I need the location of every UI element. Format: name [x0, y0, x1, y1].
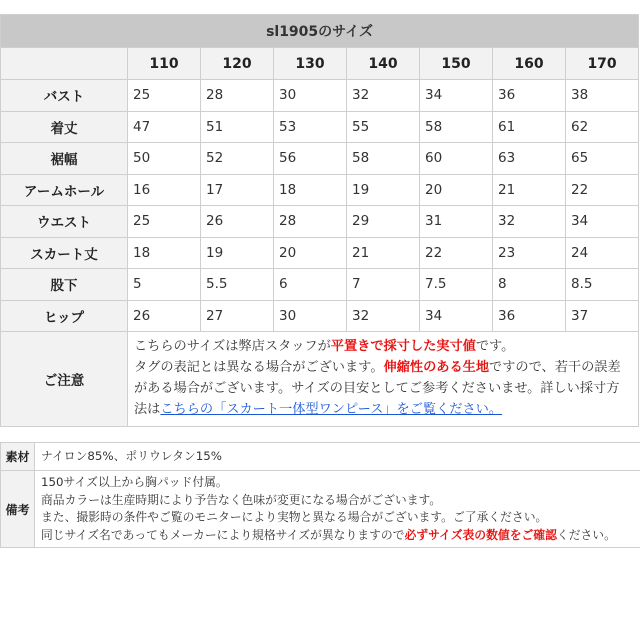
- measurement-value: 22: [420, 237, 493, 269]
- measurement-value: 65: [566, 143, 639, 175]
- measurement-value: 50: [128, 143, 201, 175]
- measurement-value: 32: [347, 300, 420, 332]
- size-table-title-row: [1, 15, 639, 48]
- measurement-value: 60: [420, 143, 493, 175]
- measurement-value: 51: [201, 111, 274, 143]
- measurement-value: 32: [493, 206, 566, 238]
- measurement-value: 5.5: [201, 269, 274, 301]
- measurement-value: 22: [566, 174, 639, 206]
- measurement-label: アームホール: [1, 174, 128, 206]
- size-header: 140: [347, 48, 420, 80]
- remarks-row: [1, 471, 640, 548]
- measurement-method-link[interactable]: こちらの「スカート一体型ワンピース」をご覧ください。: [160, 402, 503, 417]
- measurement-value: 28: [201, 80, 274, 112]
- note-highlight: 平置きで採寸した実寸値: [330, 339, 476, 354]
- size-header: 110: [128, 48, 201, 80]
- measurement-value: 55: [347, 111, 420, 143]
- measurement-value: 26: [128, 300, 201, 332]
- measurement-value: 28: [274, 206, 347, 238]
- measurement-value: 61: [493, 111, 566, 143]
- measurement-label: ウエスト: [1, 206, 128, 238]
- measurement-value: 63: [493, 143, 566, 175]
- remarks-text: [35, 471, 640, 548]
- measurement-value: 16: [128, 174, 201, 206]
- measurement-value: 7.5: [420, 269, 493, 301]
- measurement-value: 25: [128, 206, 201, 238]
- size-header: 150: [420, 48, 493, 80]
- measurement-value: 58: [420, 111, 493, 143]
- note-text-post: です。: [475, 339, 515, 354]
- measurement-value: 34: [420, 80, 493, 112]
- measurement-label: ヒップ: [1, 300, 128, 332]
- measurement-value: 36: [493, 80, 566, 112]
- material-row: [1, 443, 640, 471]
- measurement-row: [1, 174, 639, 206]
- size-header: 170: [566, 48, 639, 80]
- measurement-label: バスト: [1, 80, 128, 112]
- measurement-value: 17: [201, 174, 274, 206]
- measurement-value: 19: [347, 174, 420, 206]
- remarks-last-post: ください。: [556, 527, 616, 542]
- size-table: [0, 14, 639, 427]
- measurement-value: 52: [201, 143, 274, 175]
- measurement-value: 8.5: [566, 269, 639, 301]
- size-header: 130: [274, 48, 347, 80]
- note-label: ご注意: [1, 332, 128, 427]
- size-table-title: sl1905のサイズ: [1, 15, 639, 48]
- measurement-label: 裾幅: [1, 143, 128, 175]
- measurement-value: 19: [201, 237, 274, 269]
- measurement-value: 18: [274, 174, 347, 206]
- measurement-value: 30: [274, 300, 347, 332]
- note-text: [128, 332, 639, 427]
- measurement-value: 5: [128, 269, 201, 301]
- measurement-value: 32: [347, 80, 420, 112]
- measurement-value: 25: [128, 80, 201, 112]
- measurement-row: [1, 300, 639, 332]
- measurement-value: 62: [566, 111, 639, 143]
- measurement-row: [1, 111, 639, 143]
- measurement-value: 38: [566, 80, 639, 112]
- measurement-value: 8: [493, 269, 566, 301]
- measurement-value: 20: [274, 237, 347, 269]
- note-line2-pre: タグの表記とは異なる場合がございます。: [134, 360, 384, 375]
- remarks-line: 商品カラーは生産時期により予告なく色味が変更になる場合がございます。: [41, 492, 442, 507]
- measurement-value: 20: [420, 174, 493, 206]
- measurement-value: 24: [566, 237, 639, 269]
- remarks-line: また、撮影時の条件やご覧のモニターにより実物と異なる場合がございます。ご了承ください。: [41, 510, 548, 524]
- remarks-last-pre: 同じサイズ名であってもメーカーにより規格サイズが異なりますので: [41, 527, 405, 542]
- measurement-label: 着丈: [1, 111, 128, 143]
- measurement-value: 34: [566, 206, 639, 238]
- measurement-value: 18: [128, 237, 201, 269]
- measurement-label: 股下: [1, 269, 128, 301]
- remarks-line-last: [41, 527, 634, 545]
- measurement-value: 37: [566, 300, 639, 332]
- size-header: 120: [201, 48, 274, 80]
- size-header: 160: [493, 48, 566, 80]
- measurement-value: 7: [347, 269, 420, 301]
- measurement-value: 26: [201, 206, 274, 238]
- material-label: 素材: [1, 443, 35, 471]
- product-info-table: [0, 442, 640, 548]
- measurement-value: 23: [493, 237, 566, 269]
- measurement-value: 58: [347, 143, 420, 175]
- corner-cell: [1, 48, 128, 80]
- measurement-row: [1, 269, 639, 301]
- material-value: ナイロン85%、ポリウレタン15%: [35, 443, 640, 471]
- measurement-value: 30: [274, 80, 347, 112]
- note-text-pre: こちらのサイズは弊店スタッフが: [134, 339, 331, 354]
- measurement-value: 29: [347, 206, 420, 238]
- measurement-value: 6: [274, 269, 347, 301]
- measurement-row: [1, 237, 639, 269]
- measurement-label: スカート丈: [1, 237, 128, 269]
- measurement-value: 21: [347, 237, 420, 269]
- measurement-value: 27: [201, 300, 274, 332]
- remarks-highlight: 必ずサイズ表の数値をご確認: [404, 527, 557, 542]
- measurement-row: [1, 143, 639, 175]
- note-row: [1, 332, 639, 427]
- size-header-row: [1, 48, 639, 80]
- measurement-value: 53: [274, 111, 347, 143]
- measurement-value: 47: [128, 111, 201, 143]
- remarks-line: 150サイズ以上から胸パッド付属。: [41, 475, 228, 489]
- measurement-value: 36: [493, 300, 566, 332]
- measurement-row: [1, 80, 639, 112]
- remarks-label: 備考: [1, 471, 35, 548]
- note-line2-highlight: 伸縮性のある生地: [383, 360, 490, 375]
- measurement-row: [1, 206, 639, 238]
- measurement-value: 21: [493, 174, 566, 206]
- note-line2-post: ですので、若干の誤差がある場合がございます。サイズの目安としてご参考くださいませ。詳しい採寸方法は: [134, 360, 621, 417]
- measurement-value: 34: [420, 300, 493, 332]
- measurement-value: 31: [420, 206, 493, 238]
- measurement-value: 56: [274, 143, 347, 175]
